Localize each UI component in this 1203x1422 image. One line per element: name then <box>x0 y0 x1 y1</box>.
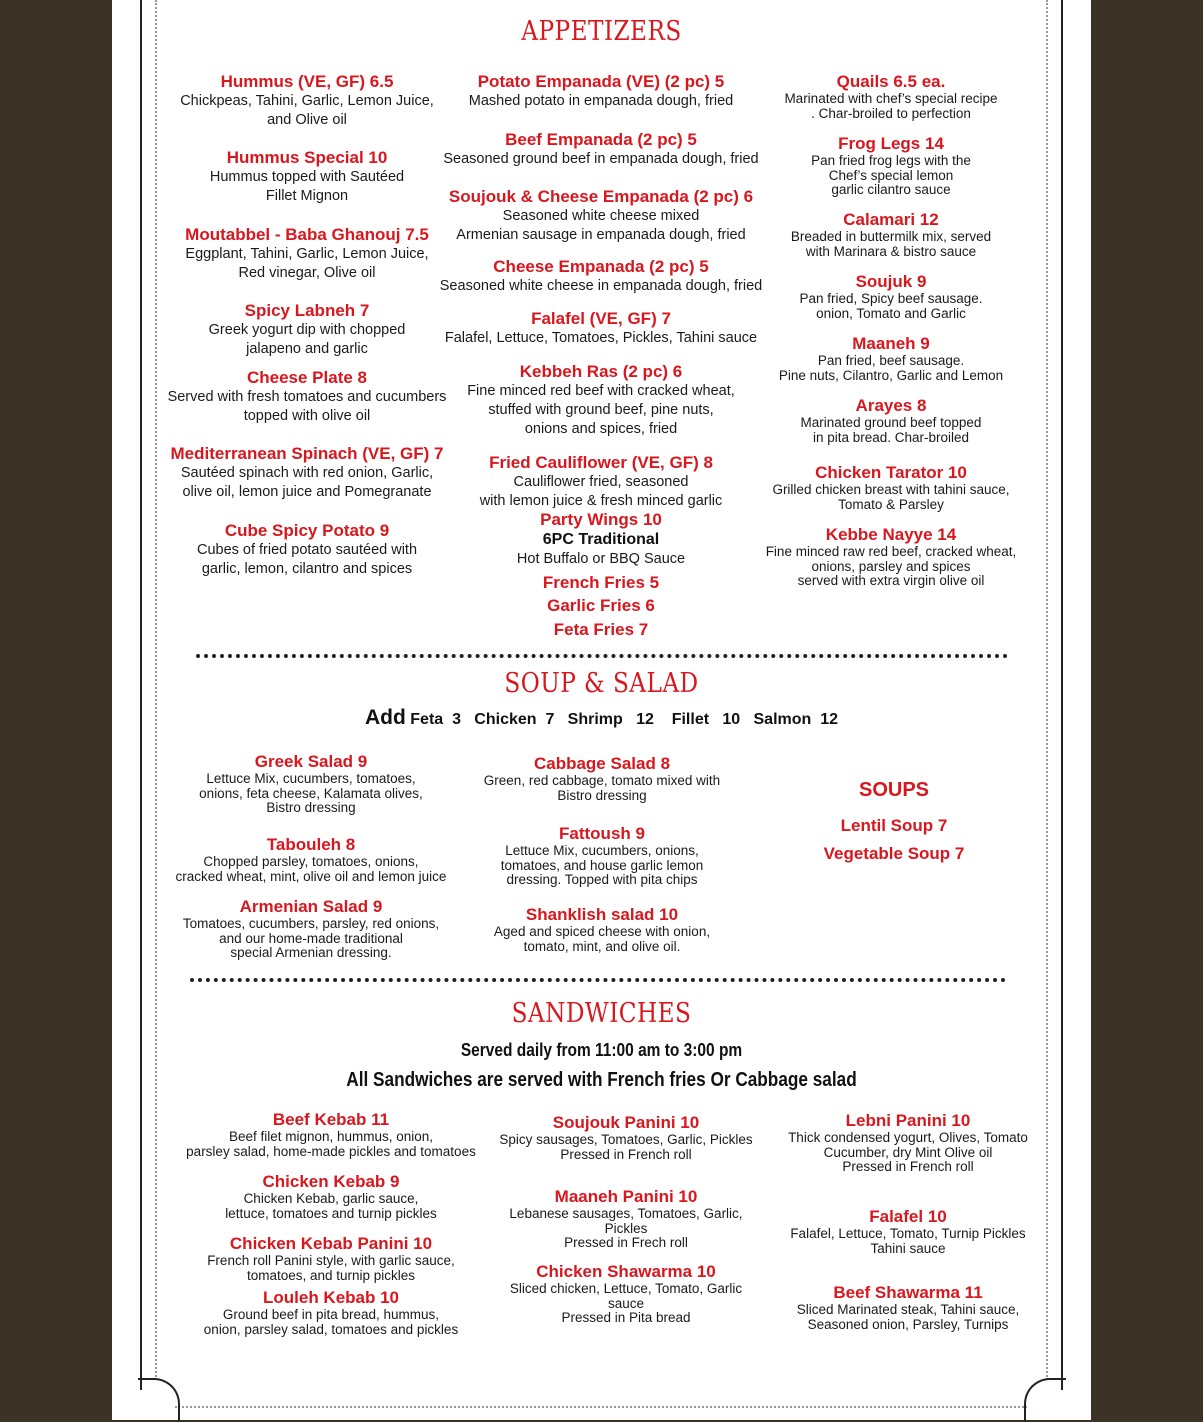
menu-item-name: Beef Empanada (2 pc) 5 <box>505 130 697 149</box>
menu-item-description: Armenian sausage in empanada dough, fried <box>456 227 746 244</box>
menu-item-name: Fried Cauliflower (VE, GF) 8 <box>489 453 713 472</box>
menu-item <box>750 272 1032 321</box>
menu-item <box>180 1288 482 1337</box>
menu-item-description: garlic, lemon, cilantro and spices <box>201 561 413 578</box>
menu-item-description: onions, parsley and spices <box>811 558 971 574</box>
menu-item <box>750 463 1032 512</box>
menu-item-name: Falafel 10 <box>869 1207 947 1226</box>
menu-item-description: Aged and spiced cheese with onion, <box>493 924 711 940</box>
menu-item-name: Beef Shawarma 11 <box>833 1283 983 1302</box>
menu-item-description: Falafel, Lettuce, Tomato, Turnip Pickles <box>790 1226 1026 1242</box>
menu-item-name: Moutabbel - Baba Ghanouj 7.5 <box>185 225 429 244</box>
menu-item <box>470 824 734 888</box>
menu-item-description: Pan fried, Spicy beef sausage. <box>799 291 983 307</box>
menu-item-name: Lebni Panini 10 <box>845 1111 971 1130</box>
page-border-dotted-bottom <box>175 1406 1027 1408</box>
menu-item-description: and our home-made traditional <box>219 930 403 946</box>
menu-item-description: Pan fried frog legs with the <box>811 153 971 169</box>
menu-item-name: Tabouleh 8 <box>266 835 356 854</box>
menu-item <box>160 897 462 961</box>
menu-item-description: Tomatoes, cucumbers, parsley, red onions, <box>182 916 440 932</box>
menu-item-description: Pressed in French roll <box>560 1146 692 1162</box>
menu-item-description: parsley salad, home-made pickles and tomatoes <box>186 1143 476 1159</box>
menu-item-description: Marinated ground beef topped <box>800 415 982 431</box>
menu-item-description: Ground beef in pita bread, hummus, <box>222 1307 440 1323</box>
addons-line <box>0 706 1203 730</box>
menu-item-description: in pita bread. Char-broiled <box>812 429 970 445</box>
menu-item-description: and Olive oil <box>267 112 347 129</box>
menu-item-name: Potato Empanada (VE) (2 pc) 5 <box>477 72 725 91</box>
menu-item-description: Pressed in Pita bread <box>561 1310 691 1326</box>
menu-item <box>156 72 458 130</box>
menu-item-description: onions, feta cheese, Kalamata olives, <box>199 785 423 801</box>
menu-item-description: tomatoes, and turnip pickles <box>246 1267 416 1283</box>
menu-item-description: lettuce, tomatoes and turnip pickles <box>225 1205 437 1221</box>
menu-item-description: Chicken Kebab, garlic sauce, <box>243 1191 419 1207</box>
sandwich-hours: Served daily from 11:00 am to 3:00 pm <box>460 1040 743 1060</box>
menu-item-description: Sliced chicken, Lettuce, Tomato, Garlic sauce <box>509 1281 743 1311</box>
menu-item-description: . Char-broiled to perfection <box>811 105 971 121</box>
menu-item-description: Pressed in French roll <box>842 1159 974 1175</box>
menu-item-name: Calamari 12 <box>843 210 939 229</box>
menu-item-name: Cabbage Salad 8 <box>533 754 671 773</box>
menu-item-description: tomato, mint, and olive oil. <box>523 938 681 954</box>
menu-item-description: Chopped parsley, tomatoes, onions, <box>203 854 419 870</box>
menu-item-description: olive oil, lemon juice and Pomegranate <box>182 484 432 501</box>
menu-item <box>470 905 734 954</box>
menu-item <box>160 752 462 816</box>
menu-item <box>750 72 1032 121</box>
menu-item-name: Cube Spicy Potato 9 <box>224 521 390 540</box>
menu-item-description: stuffed with ground beef, pine nuts, <box>488 402 714 419</box>
menu-item-description: jalapeno and garlic <box>246 341 368 358</box>
menu-item-description: Tomato & Parsley <box>838 496 944 512</box>
menu-item-description: Bistro dressing <box>266 800 356 816</box>
menu-item-name: Spicy Labneh 7 <box>244 301 370 320</box>
menu-item-description: Tahini sauce <box>870 1240 946 1256</box>
sandwich-sides: All Sandwiches are served with French fries Or Cabbage salad <box>346 1069 857 1091</box>
menu-item-name: French Fries 5 <box>542 573 660 592</box>
menu-item <box>430 620 772 640</box>
menu-item-name: Soujouk & Cheese Empanada (2 pc) 6 <box>448 187 754 206</box>
menu-item <box>430 362 772 439</box>
soups-heading: SOUPS <box>858 779 930 801</box>
menu-item-description: tomatoes, and house garlic lemon <box>500 857 704 873</box>
soup-item: Vegetable Soup 7 <box>823 844 965 864</box>
appetizers-heading: APPETIZERS <box>521 16 682 47</box>
menu-item-name: Quails 6.5 ea. <box>836 72 946 91</box>
soup-item: Lentil Soup 7 <box>840 816 948 835</box>
menu-item-description: Seasoned onion, Parsley, Turnips <box>807 1316 1009 1332</box>
menu-item-description: dressing. Topped with pita chips <box>506 872 698 888</box>
addons-list: Feta 3 Chicken 7 Shrimp 12 Fillet 10 Salmon 12 <box>410 711 838 728</box>
menu-item-name: Maaneh Panini 10 <box>554 1187 698 1206</box>
menu-item-name: Frog Legs 14 <box>838 134 944 153</box>
menu-item-description: Pan fried, beef sausage. <box>817 353 965 369</box>
menu-item-description: topped with olive oil <box>243 408 371 425</box>
menu-item-name: Kebbeh Ras (2 pc) 6 <box>519 362 683 381</box>
menu-item-description: Breaded in buttermilk mix, served <box>790 229 992 245</box>
menu-item-description: Thick condensed yogurt, Olives, Tomato <box>788 1130 1028 1146</box>
menu-item-description: with Marinara & bistro sauce <box>805 243 977 259</box>
menu-item <box>160 835 462 884</box>
menu-item <box>780 1207 1036 1256</box>
menu-item-name: Party Wings 10 <box>540 510 662 529</box>
menu-item-name: Armenian Salad 9 <box>239 897 383 916</box>
menu-item <box>430 573 772 593</box>
menu-item-name: Chicken Kebab 9 <box>262 1172 400 1191</box>
menu-item-description: Sautéed spinach with red onion, Garlic, <box>180 465 434 482</box>
menu-item <box>430 596 772 616</box>
menu-item <box>780 1283 1036 1332</box>
menu-item <box>156 368 458 426</box>
menu-item-description: Pine nuts, Cilantro, Garlic and Lemon <box>778 367 1004 383</box>
section-divider <box>196 654 1008 658</box>
menu-item-name: Falafel (VE, GF) 7 <box>531 309 671 328</box>
menu-item-name: Cheese Plate 8 <box>246 368 367 387</box>
menu-item-description: Spicy sausages, Tomatoes, Garlic, Pickles <box>499 1132 753 1148</box>
menu-item-description: Cauliflower fried, seasoned <box>513 474 689 491</box>
soups-block <box>780 778 1008 865</box>
menu-item-description: Fillet Mignon <box>265 188 349 205</box>
menu-item <box>430 510 772 569</box>
menu-item-name: Chicken Tarator 10 <box>815 463 967 482</box>
menu-item-name: Arayes 8 <box>855 396 927 415</box>
menu-item <box>430 72 772 111</box>
sandwiches-heading: SANDWICHES <box>511 998 692 1029</box>
menu-item-name: Kebbe Nayye 14 <box>825 525 957 544</box>
menu-item-name: Garlic Fries 6 <box>547 596 655 615</box>
menu-item-description: Served with fresh tomatoes and cucumbers <box>167 389 447 406</box>
menu-item-name: Maaneh 9 <box>852 334 930 353</box>
menu-item <box>750 210 1032 259</box>
menu-item-description: Bistro dressing <box>557 787 647 803</box>
menu-item <box>180 1110 482 1159</box>
menu-item-description: onion, Tomato and Garlic <box>816 305 966 321</box>
menu-item <box>430 187 772 245</box>
menu-item <box>180 1172 482 1221</box>
menu-item-name: Beef Kebab 11 <box>272 1110 390 1129</box>
menu-item-description: Seasoned white cheese mixed <box>502 208 700 225</box>
menu-item-description: Green, red cabbage, tomato mixed with <box>483 773 721 789</box>
menu-item <box>156 301 458 359</box>
menu-item-description: Grilled chicken breast with tahini sauce, <box>772 482 1010 498</box>
menu-item-description: Seasoned ground beef in empanada dough, fried <box>443 151 759 168</box>
menu-item-name: Louleh Kebab 10 <box>262 1288 400 1307</box>
menu-item-description: Chickpeas, Tahini, Garlic, Lemon Juice, <box>180 93 434 110</box>
menu-item <box>156 521 458 579</box>
menu-item-subtitle: 6PC Traditional <box>542 531 660 549</box>
menu-item <box>494 1262 758 1326</box>
menu-item-description: onions and spices, fried <box>524 421 678 438</box>
menu-item-description: served with extra virgin olive oil <box>797 573 985 589</box>
menu-item <box>180 1234 482 1283</box>
menu-item-description: onion, parsley salad, tomatoes and pickles <box>203 1321 459 1337</box>
menu-item-description: Sliced Marinated steak, Tahini sauce, <box>796 1302 1020 1318</box>
menu-item-name: Chicken Kebab Panini 10 <box>229 1234 433 1253</box>
menu-item-description: Red vinegar, Olive oil <box>238 265 376 282</box>
add-label: Add <box>365 706 406 729</box>
menu-item-description: Marinated with chef’s special recipe <box>784 91 998 107</box>
menu-item <box>430 309 772 348</box>
menu-item <box>494 1187 758 1251</box>
menu-item-name: Chicken Shawarma 10 <box>536 1262 716 1281</box>
menu-item <box>156 444 458 502</box>
menu-item <box>750 396 1032 445</box>
menu-item-description: Cucumber, dry Mint Olive oil <box>823 1144 993 1160</box>
menu-item-description: Beef filet mignon, hummus, onion, <box>228 1129 434 1145</box>
menu-item <box>156 225 458 283</box>
menu-item-name: Greek Salad 9 <box>254 752 368 771</box>
menu-item-name: Mediterranean Spinach (VE, GF) 7 <box>170 444 444 463</box>
menu-item-description: with lemon juice & fresh minced garlic <box>479 493 723 510</box>
menu-item-description: Hot Buffalo or BBQ Sauce <box>516 550 686 567</box>
menu-item <box>430 130 772 169</box>
menu-item-description: cracked wheat, mint, olive oil and lemon juice <box>175 868 447 884</box>
menu-item <box>430 257 772 296</box>
menu-item-description: Lettuce Mix, cucumbers, tomatoes, <box>206 771 416 787</box>
menu-item-name: Soujouk Panini 10 <box>552 1113 700 1132</box>
menu-item <box>780 1111 1036 1175</box>
menu-item-description: Greek yogurt dip with chopped <box>208 322 406 339</box>
menu-item-description: Lettuce Mix, cucumbers, onions, <box>505 843 699 859</box>
menu-item-description: Mashed potato in empanada dough, fried <box>468 93 734 110</box>
menu-item <box>494 1113 758 1162</box>
section-divider <box>190 978 1006 982</box>
menu-item-description: Chef’s special lemon <box>828 167 954 183</box>
soup-salad-heading: SOUP & SALAD <box>504 668 699 699</box>
menu-item-description: Eggplant, Tahini, Garlic, Lemon Juice, <box>185 246 429 263</box>
menu-item-description: Cubes of fried potato sautéed with <box>196 542 418 559</box>
menu-item-name: Shanklish salad 10 <box>525 905 679 924</box>
menu-item-name: Fattoush 9 <box>559 824 645 843</box>
menu-item-description: French roll Panini style, with garlic sauce, <box>207 1253 455 1269</box>
menu-item-name: Hummus (VE, GF) 6.5 <box>220 72 394 91</box>
menu-item-description: Falafel, Lettuce, Tomatoes, Pickles, Tahini sauce <box>444 330 758 347</box>
menu-item <box>470 754 734 803</box>
menu-item-name: Feta Fries 7 <box>553 620 649 639</box>
menu-item-description: garlic cilantro sauce <box>831 182 951 198</box>
menu-item-description: Fine minced raw red beef, cracked wheat, <box>765 544 1017 560</box>
menu-item-description: Hummus topped with Sautéed <box>209 169 405 186</box>
menu-item-description: Fine minced red beef with cracked wheat, <box>467 383 735 400</box>
menu-item-description: Lebanese sausages, Tomatoes, Garlic, Pickles <box>509 1206 743 1236</box>
menu-item-description: special Armenian dressing. <box>230 945 392 961</box>
menu-item-name: Cheese Empanada (2 pc) 5 <box>493 257 709 276</box>
menu-item <box>750 334 1032 383</box>
menu-item <box>750 134 1032 198</box>
menu-item-name: Hummus Special 10 <box>226 148 388 167</box>
menu-item <box>750 525 1032 589</box>
menu-item <box>156 148 458 206</box>
menu-item-description: Pressed in Frech roll <box>564 1235 688 1251</box>
menu-item-description: Seasoned white cheese in empanada dough, fried <box>439 278 763 295</box>
menu-item-name: Soujuk 9 <box>855 272 927 291</box>
menu-item <box>430 453 772 511</box>
